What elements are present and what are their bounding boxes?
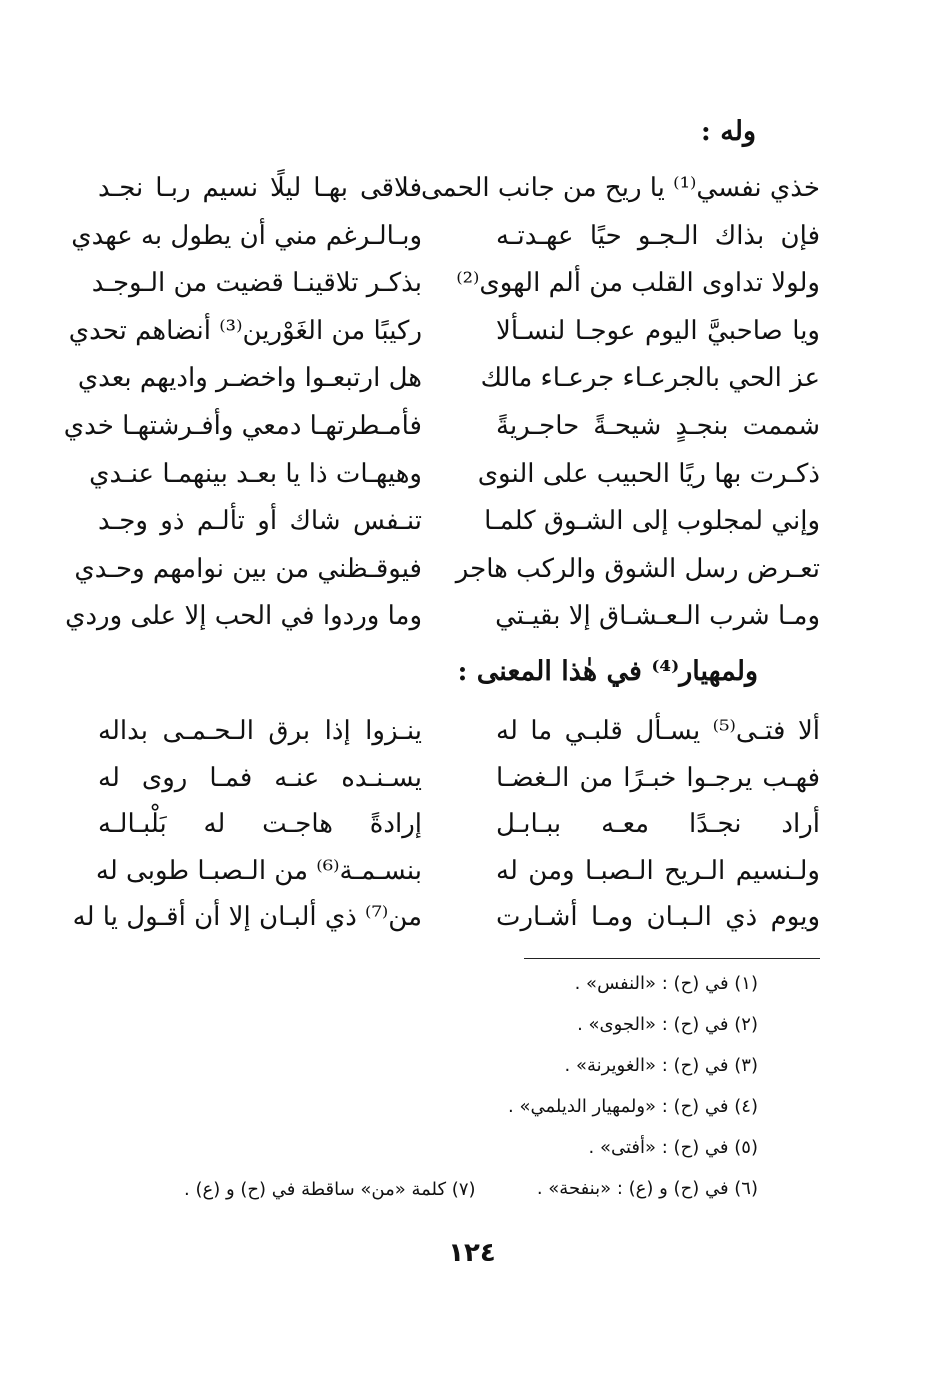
verse [71,219,820,267]
second-hemistich: ينـزوا إذا برق الـحـمـى بداله [98,716,422,746]
verse [74,552,820,600]
second-hemistich: ركيبًا من الغَوْرين⁽³⁾ أنضاهم تحدي [68,315,422,346]
footnote: (٧) كلمة «من» ساقطة في (ح) و (ع) . [184,1179,476,1200]
second-hemistich: إرادةً هاجـت له بَلْبـالـه [98,809,422,839]
second-hemistich: يسـنـده عنـه فمـا روى له [98,762,422,793]
second-hemistich: بنسـمـة⁽⁶⁾ من الـصبـا طوبى له [95,855,422,886]
verse [65,599,820,647]
first-hemistich: ويا صاحبيَّ اليوم عوجـا لنسـألا [496,315,820,346]
first-hemistich: ألا فتـى⁽⁵⁾ يسـأل قلبـي ما له [496,716,821,746]
first-hemistich: وإني لمجلوب إلى الشـوق كلمـا [484,506,820,537]
second-hemistich: تنـفس شاك أو تألـم ذو وجـد [98,506,422,537]
second-hemistich: من⁽⁷⁾ ذي ألبـان إلا أن أقـول يا له [72,902,422,932]
footnote: (٢) في (ح) : «الجوى» . [577,1014,758,1035]
first-hemistich: فهـب يرجـوا خبـرًا من الـغضـا [496,762,820,793]
first-hemistich: ولولا تداوى القلب من ألم الهوى⁽²⁾ [456,268,820,299]
second-hemistich: بذكـر تلاقينـا قضيت من الـوجـد [91,268,422,299]
section-heading: ولمهيار⁽⁴⁾ في هٰذا المعنى : [457,656,758,687]
page-number: ١٢٤ [448,1238,496,1268]
first-hemistich: خذي نفسي⁽¹⁾ يا ريح من جانب الحمى [421,173,820,203]
second-hemistich: وما وردوا في الحب إلا على وردي [65,601,422,632]
second-hemistich: فأمـطرتهـا دمعي وأفـرشتهـا خدي [63,410,422,441]
second-hemistich: وبـالـرغم مني أن يطول به عهدي [71,220,422,251]
verse [98,761,820,808]
footnote: (٤) في (ح) : «ولمهيار الديلمي» . [508,1096,758,1117]
footnote: (٥) في (ح) : «أفتى» . [588,1137,758,1158]
first-hemistich: فإن بذاك الـجـو حيًا عهـدتـه [496,220,820,251]
first-hemistich: ذكـرت بها ريًا الحبيب على النوى [477,458,820,489]
verse [68,314,820,362]
poem-2 [72,714,821,947]
second-hemistich: فلاقى بهـا ليلًا نسيم ربـا نجـد [98,173,422,203]
first-hemistich: ولـنسيم الـريح الـصبـا ومن له [496,855,820,886]
footnote: (١) في (ح) : «النفس» . [574,973,758,994]
second-hemistich: فيوقـظني من بين نوامهم وحـدي [74,553,422,584]
second-hemistich: وهيهـات ذا يا بعـد بينهمـا عنـدي [89,458,422,489]
verse [89,457,820,505]
footnote: (٣) في (ح) : «الغويرنة» . [564,1055,758,1076]
verse [77,361,820,409]
first-hemistich: ومـا شرب الـعـشـاق إلا بقيـتي [495,601,820,632]
second-hemistich: هل ارتبعـوا واخضـر واديهم بعدي [77,363,422,394]
first-hemistich: شممت بنجـدٍ شيحـةً حاجـريةً [496,410,820,441]
verse [95,854,820,901]
verse [98,714,820,761]
section-heading: وله : [700,116,756,147]
verse [72,900,820,947]
first-hemistich: أراد نجـدًا معـه ببـابـل [496,809,820,839]
verse [98,171,820,219]
verse [63,409,820,457]
footnote: (٦) في (ح) و (ع) : «بنفحة» . [536,1178,758,1199]
verse [98,807,820,854]
verse [91,266,820,314]
poem-1 [63,171,820,647]
verse [98,504,820,552]
first-hemistich: ويوم ذي الـبـان ومـا أشـارت [496,902,820,932]
footnote-divider [524,958,820,959]
first-hemistich: عز الحي بالجرعـاء جرعـاء مالك [480,363,820,394]
first-hemistich: تعـرض رسل الشوق والركب هاجر [455,553,820,584]
